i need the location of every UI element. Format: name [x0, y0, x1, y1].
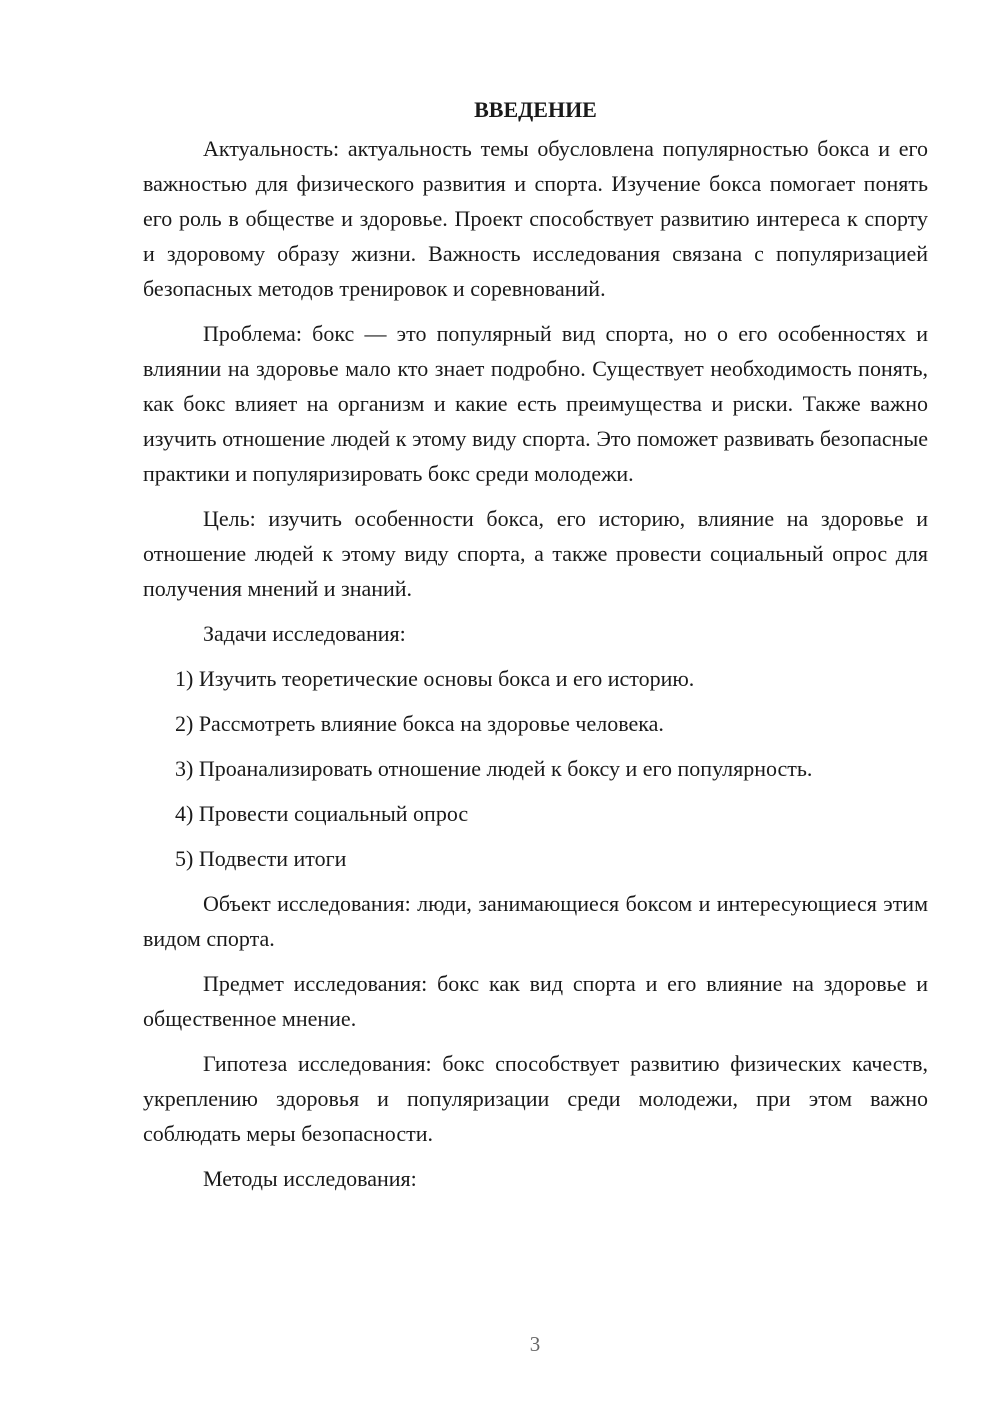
goal-paragraph: Цель: изучить особенности бокса, его историю, влияние на здоровье и отношение людей к этому виду спорта, а также провести социальный опрос для получения мнений и знаний.	[143, 506, 928, 601]
tasks-heading: Задачи исследования:	[203, 621, 406, 646]
task-item-4: 4) Провести социальный опрос	[175, 801, 469, 826]
task-item-3: 3) Проанализировать отношение людей к боксу и его популярность.	[175, 756, 813, 781]
task-item-1: 1) Изучить теоретические основы бокса и его историю.	[175, 666, 695, 691]
page-number: 3	[529, 1332, 541, 1356]
relevance-paragraph: Актуальность: актуальность темы обусловлена популярностью бокса и его важностью для физического развития и спорта. Изучение бокса помогает понять его роль в обществе и здоровье. Проект способствует развитию интереса к спорту и здоровому образу жизни. Важность исследования связана с популяризацией безопасных методов тренировок и соревнований.	[143, 136, 928, 301]
task-item-5: 5) Подвести итоги	[175, 846, 347, 871]
object-paragraph: Объект исследования: люди, занимающиеся боксом и интересующиеся этим видом спорта.	[143, 891, 928, 951]
hypothesis-paragraph: Гипотеза исследования: бокс способствует развитию физических качеств, укреплению здоровья и популяризации среди молодежи, при этом важно соблюдать меры безопасности.	[143, 1051, 928, 1146]
page-title: ВВЕДЕНИЕ	[474, 97, 597, 122]
tasks-list	[143, 661, 928, 876]
subject-paragraph: Предмет исследования: бокс как вид спорта и его влияние на здоровье и общественное мнение.	[143, 971, 928, 1031]
task-item-2: 2) Рассмотреть влияние бокса на здоровье человека.	[175, 711, 664, 736]
page-content	[143, 92, 928, 1206]
methods-heading: Методы исследования:	[203, 1166, 417, 1191]
problem-paragraph: Проблема: бокс — это популярный вид спорта, но о его особенностях и влиянии на здоровье мало кто знает подробно. Существует необходимость понять, как бокс влияет на организм и какие есть преимущества и риски. Также важно изучить отношение людей к этому виду спорта. Это поможет развивать безопасные практики и популяризировать бокс среди молодежи.	[143, 321, 928, 486]
